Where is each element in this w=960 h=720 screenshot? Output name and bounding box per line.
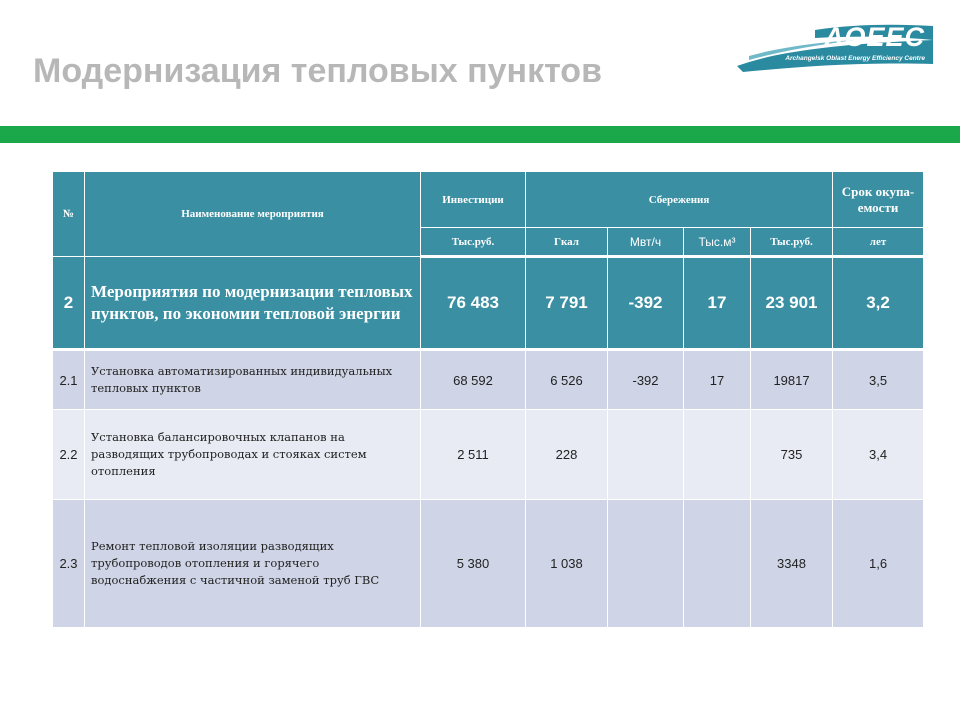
row-mwh xyxy=(608,410,684,500)
table-row xyxy=(53,410,924,500)
page-title: Модернизация тепловых пунктов xyxy=(33,52,602,90)
logo-subtitle: Archangelsk Oblast Energy Efficiency Centre xyxy=(785,55,925,62)
summary-row xyxy=(53,257,924,350)
row-name: Установка автоматизированных индивидуальных тепловых пунктов xyxy=(85,350,421,410)
row-investments: 5 380 xyxy=(421,500,526,628)
row-investments: 2 511 xyxy=(421,410,526,500)
row-mwh: -392 xyxy=(608,350,684,410)
summary-payback: 3,2 xyxy=(833,257,924,350)
accent-bar xyxy=(0,126,960,143)
header-investments: Инвестиции xyxy=(421,172,526,228)
header-savings: Сбережения xyxy=(526,172,833,228)
measures-table xyxy=(52,171,924,628)
header-num: № xyxy=(53,172,85,257)
summary-name: Мероприятия по модернизации тепловых пунктов, по экономии тепловой энергии xyxy=(85,257,421,350)
row-gcal: 1 038 xyxy=(526,500,608,628)
row-m3 xyxy=(684,410,751,500)
logo-wordmark: AOEEC xyxy=(823,22,925,52)
row-payback: 1,6 xyxy=(833,500,924,628)
row-m3 xyxy=(684,500,751,628)
row-rub: 19817 xyxy=(751,350,833,410)
summary-m3: 17 xyxy=(684,257,751,350)
row-name: Ремонт тепловой изоляции разводящих трубопроводов отопления и горячего водоснабжения с частичной заменой труб ГВС xyxy=(85,500,421,628)
aoeec-logo xyxy=(735,22,935,78)
summary-rub: 23 901 xyxy=(751,257,833,350)
unit-gcal: Гкал xyxy=(526,228,608,257)
unit-investments: Тыс.руб. xyxy=(421,228,526,257)
table-row xyxy=(53,350,924,410)
row-payback: 3,4 xyxy=(833,410,924,500)
header-payback: Срок окупа-емости xyxy=(833,172,924,228)
row-m3: 17 xyxy=(684,350,751,410)
summary-num: 2 xyxy=(53,257,85,350)
row-investments: 68 592 xyxy=(421,350,526,410)
header-name: Наименование мероприятия xyxy=(85,172,421,257)
row-gcal: 228 xyxy=(526,410,608,500)
unit-mwh: Мвт/ч xyxy=(608,228,684,257)
row-num: 2.2 xyxy=(53,410,85,500)
row-rub: 735 xyxy=(751,410,833,500)
row-mwh xyxy=(608,500,684,628)
row-rub: 3348 xyxy=(751,500,833,628)
summary-investments: 76 483 xyxy=(421,257,526,350)
row-gcal: 6 526 xyxy=(526,350,608,410)
row-num: 2.3 xyxy=(53,500,85,628)
table-header-row xyxy=(53,172,924,228)
row-num: 2.1 xyxy=(53,350,85,410)
summary-mwh: -392 xyxy=(608,257,684,350)
summary-gcal: 7 791 xyxy=(526,257,608,350)
row-name: Установка балансировочных клапанов на разводящих трубопроводах и стояках систем отопления xyxy=(85,410,421,500)
unit-rub: Тыс.руб. xyxy=(751,228,833,257)
unit-years: лет xyxy=(833,228,924,257)
unit-m3: Тыс.м³ xyxy=(684,228,751,257)
table-row xyxy=(53,500,924,628)
row-payback: 3,5 xyxy=(833,350,924,410)
